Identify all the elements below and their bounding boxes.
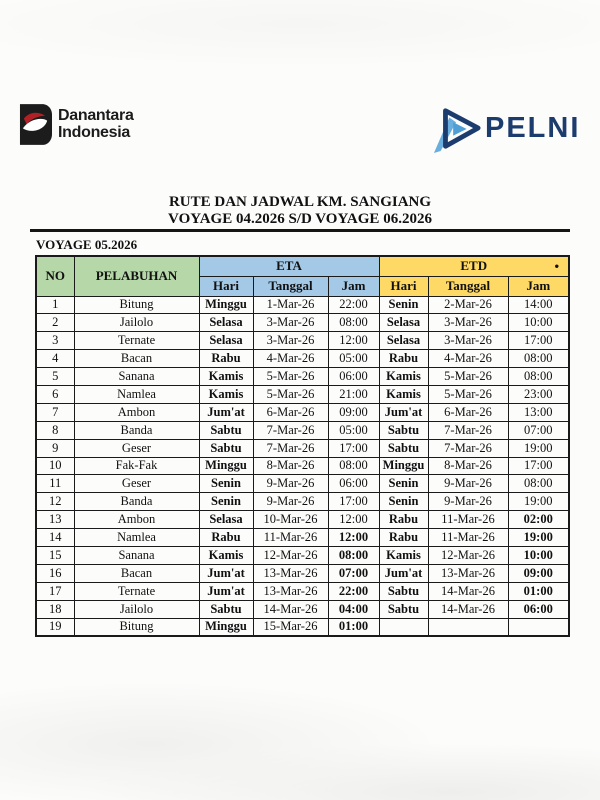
eta-jam: 12:00 <box>328 332 379 350</box>
eta-hari: Jum'at <box>199 403 253 421</box>
etd-tanggal: 13-Mar-26 <box>428 564 508 582</box>
port-name: Banda <box>74 493 199 511</box>
etd-hari: Minggu <box>379 457 428 475</box>
eta-hari: Kamis <box>199 368 253 386</box>
eta-tanggal: 9-Mar-26 <box>253 493 328 511</box>
row-number: 3 <box>36 332 74 350</box>
row-number: 15 <box>36 546 74 564</box>
eta-tanggal: 15-Mar-26 <box>253 618 328 636</box>
etd-jam: 10:00 <box>508 314 569 332</box>
etd-jam: 01:00 <box>508 582 569 600</box>
row-number: 18 <box>36 600 74 618</box>
eta-tanggal: 13-Mar-26 <box>253 582 328 600</box>
danantara-logo <box>19 104 134 145</box>
port-name: Jailolo <box>74 314 199 332</box>
col-header-eta-tanggal: Tanggal <box>253 276 328 296</box>
eta-tanggal: 6-Mar-26 <box>253 403 328 421</box>
row-number: 11 <box>36 475 74 493</box>
etd-tanggal: 9-Mar-26 <box>428 493 508 511</box>
etd-tanggal: 5-Mar-26 <box>428 385 508 403</box>
eta-jam: 01:00 <box>328 618 379 636</box>
table-row <box>36 582 569 600</box>
table-row <box>36 368 569 386</box>
col-header-etd-jam: Jam <box>508 276 569 296</box>
table-row <box>36 600 569 618</box>
col-header-etd-hari: Hari <box>379 276 428 296</box>
port-name: Fak-Fak <box>74 457 199 475</box>
etd-hari: Selasa <box>379 314 428 332</box>
etd-hari: Kamis <box>379 368 428 386</box>
col-header-no: NO <box>36 256 74 296</box>
eta-hari: Kamis <box>199 546 253 564</box>
port-name: Namlea <box>74 385 199 403</box>
etd-jam: 02:00 <box>508 511 569 529</box>
port-name: Geser <box>74 439 199 457</box>
table-row <box>36 314 569 332</box>
table-row <box>36 350 569 368</box>
etd-hari: Jum'at <box>379 564 428 582</box>
table-row <box>36 546 569 564</box>
etd-hari: Jum'at <box>379 403 428 421</box>
eta-hari: Senin <box>199 475 253 493</box>
bullet-icon: • <box>554 258 560 274</box>
eta-jam: 08:00 <box>328 314 379 332</box>
row-number: 13 <box>36 511 74 529</box>
etd-jam: 07:00 <box>508 421 569 439</box>
row-number: 14 <box>36 529 74 547</box>
etd-tanggal: 3-Mar-26 <box>428 332 508 350</box>
port-name: Sanana <box>74 368 199 386</box>
etd-hari: Sabtu <box>379 439 428 457</box>
table-row <box>36 457 569 475</box>
eta-tanggal: 3-Mar-26 <box>253 314 328 332</box>
eta-tanggal: 7-Mar-26 <box>253 439 328 457</box>
title-line1: RUTE DAN JADWAL KM. SANGIANG <box>168 194 432 210</box>
etd-tanggal: 14-Mar-26 <box>428 600 508 618</box>
danantara-logo-icon <box>19 104 52 145</box>
eta-tanggal: 14-Mar-26 <box>253 600 328 618</box>
eta-hari: Selasa <box>199 314 253 332</box>
port-name: Sanana <box>74 546 199 564</box>
col-header-etd <box>379 256 569 276</box>
eta-jam: 12:00 <box>328 529 379 547</box>
eta-jam: 09:00 <box>328 403 379 421</box>
table-row <box>36 439 569 457</box>
etd-jam: 08:00 <box>508 475 569 493</box>
eta-hari: Selasa <box>199 511 253 529</box>
row-number: 12 <box>36 493 74 511</box>
danantara-wordmark <box>58 108 134 141</box>
eta-jam: 12:00 <box>328 511 379 529</box>
table-row <box>36 618 569 636</box>
port-name: Bitung <box>74 618 199 636</box>
etd-tanggal: 4-Mar-26 <box>428 350 508 368</box>
schedule-table-body <box>36 296 569 636</box>
pelni-logo <box>433 102 580 154</box>
eta-hari: Selasa <box>199 332 253 350</box>
etd-jam: 23:00 <box>508 385 569 403</box>
etd-hari: Senin <box>379 296 428 314</box>
danantara-line2: Indonesia <box>58 123 130 141</box>
pelni-wordmark: PELNI <box>485 111 581 144</box>
etd-tanggal: 3-Mar-26 <box>428 314 508 332</box>
etd-jam: 08:00 <box>508 368 569 386</box>
col-header-etd-tanggal: Tanggal <box>428 276 508 296</box>
etd-hari: Sabtu <box>379 582 428 600</box>
col-header-eta-jam: Jam <box>328 276 379 296</box>
etd-jam: 10:00 <box>508 546 569 564</box>
col-header-eta: ETA <box>199 256 379 276</box>
etd-hari: Sabtu <box>379 600 428 618</box>
etd-label: ETD <box>460 258 488 274</box>
port-name: Ternate <box>74 582 199 600</box>
etd-hari <box>379 618 428 636</box>
port-name: Banda <box>74 421 199 439</box>
port-name: Bacan <box>74 564 199 582</box>
horizontal-rule <box>30 229 570 232</box>
etd-tanggal: 6-Mar-26 <box>428 403 508 421</box>
etd-jam: 06:00 <box>508 600 569 618</box>
eta-jam: 22:00 <box>328 582 379 600</box>
eta-jam: 22:00 <box>328 296 379 314</box>
eta-hari: Jum'at <box>199 582 253 600</box>
table-row <box>36 421 569 439</box>
table-row <box>36 529 569 547</box>
eta-jam: 08:00 <box>328 457 379 475</box>
schedule-table <box>35 255 570 637</box>
eta-hari: Rabu <box>199 350 253 368</box>
eta-tanggal: 10-Mar-26 <box>253 511 328 529</box>
table-row <box>36 403 569 421</box>
etd-tanggal: 8-Mar-26 <box>428 457 508 475</box>
port-name: Ambon <box>74 403 199 421</box>
danantara-line1: Danantara <box>58 107 134 124</box>
row-number: 10 <box>36 457 74 475</box>
eta-jam: 21:00 <box>328 385 379 403</box>
eta-hari: Sabtu <box>199 439 253 457</box>
table-row <box>36 493 569 511</box>
etd-hari: Kamis <box>379 385 428 403</box>
etd-hari: Senin <box>379 493 428 511</box>
etd-hari: Selasa <box>379 332 428 350</box>
eta-tanggal: 8-Mar-26 <box>253 457 328 475</box>
etd-jam: 08:00 <box>508 350 569 368</box>
eta-hari: Rabu <box>199 529 253 547</box>
etd-hari: Senin <box>379 475 428 493</box>
port-name: Jailolo <box>74 600 199 618</box>
port-name: Bitung <box>74 296 199 314</box>
etd-jam: 14:00 <box>508 296 569 314</box>
eta-tanggal: 4-Mar-26 <box>253 350 328 368</box>
etd-hari: Sabtu <box>379 421 428 439</box>
eta-tanggal: 1-Mar-26 <box>253 296 328 314</box>
eta-hari: Kamis <box>199 385 253 403</box>
eta-tanggal: 3-Mar-26 <box>253 332 328 350</box>
row-number: 16 <box>36 564 74 582</box>
etd-jam: 17:00 <box>508 457 569 475</box>
row-number: 6 <box>36 385 74 403</box>
etd-jam: 13:00 <box>508 403 569 421</box>
row-number: 7 <box>36 403 74 421</box>
voyage-label: VOYAGE 05.2026 <box>36 237 138 252</box>
etd-tanggal: 7-Mar-26 <box>428 439 508 457</box>
eta-jam: 06:00 <box>328 368 379 386</box>
eta-tanggal: 5-Mar-26 <box>253 385 328 403</box>
eta-hari: Senin <box>199 493 253 511</box>
eta-tanggal: 5-Mar-26 <box>253 368 328 386</box>
eta-hari: Sabtu <box>199 421 253 439</box>
etd-tanggal <box>428 618 508 636</box>
row-number: 17 <box>36 582 74 600</box>
title-line2: VOYAGE 04.2026 S/D VOYAGE 06.2026 <box>168 211 432 227</box>
eta-tanggal: 7-Mar-26 <box>253 421 328 439</box>
eta-hari: Sabtu <box>199 600 253 618</box>
eta-tanggal: 12-Mar-26 <box>253 546 328 564</box>
etd-tanggal: 12-Mar-26 <box>428 546 508 564</box>
etd-hari: Rabu <box>379 529 428 547</box>
row-number: 8 <box>36 421 74 439</box>
eta-tanggal: 11-Mar-26 <box>253 529 328 547</box>
col-header-eta-hari: Hari <box>199 276 253 296</box>
row-number: 5 <box>36 368 74 386</box>
table-row <box>36 475 569 493</box>
etd-tanggal: 9-Mar-26 <box>428 475 508 493</box>
eta-tanggal: 9-Mar-26 <box>253 475 328 493</box>
etd-jam: 09:00 <box>508 564 569 582</box>
eta-hari: Minggu <box>199 457 253 475</box>
etd-jam: 19:00 <box>508 493 569 511</box>
table-row <box>36 511 569 529</box>
eta-jam: 04:00 <box>328 600 379 618</box>
port-name: Ambon <box>74 511 199 529</box>
eta-jam: 08:00 <box>328 546 379 564</box>
port-name: Namlea <box>74 529 199 547</box>
etd-tanggal: 5-Mar-26 <box>428 368 508 386</box>
etd-jam: 19:00 <box>508 529 569 547</box>
etd-tanggal: 2-Mar-26 <box>428 296 508 314</box>
row-number: 1 <box>36 296 74 314</box>
etd-jam: 19:00 <box>508 439 569 457</box>
etd-jam: 17:00 <box>508 332 569 350</box>
etd-tanggal: 14-Mar-26 <box>428 582 508 600</box>
row-number: 4 <box>36 350 74 368</box>
etd-tanggal: 11-Mar-26 <box>428 529 508 547</box>
document-title <box>0 194 600 228</box>
etd-tanggal: 11-Mar-26 <box>428 511 508 529</box>
row-number: 19 <box>36 618 74 636</box>
table-row <box>36 296 569 314</box>
eta-jam: 05:00 <box>328 421 379 439</box>
eta-jam: 07:00 <box>328 564 379 582</box>
row-number: 9 <box>36 439 74 457</box>
etd-tanggal: 7-Mar-26 <box>428 421 508 439</box>
table-row <box>36 332 569 350</box>
eta-jam: 17:00 <box>328 493 379 511</box>
eta-jam: 17:00 <box>328 439 379 457</box>
eta-tanggal: 13-Mar-26 <box>253 564 328 582</box>
eta-hari: Jum'at <box>199 564 253 582</box>
port-name: Geser <box>74 475 199 493</box>
pelni-logo-icon <box>433 102 481 154</box>
etd-hari: Rabu <box>379 511 428 529</box>
eta-jam: 05:00 <box>328 350 379 368</box>
eta-hari: Minggu <box>199 618 253 636</box>
etd-hari: Kamis <box>379 546 428 564</box>
etd-jam <box>508 618 569 636</box>
table-row <box>36 564 569 582</box>
port-name: Bacan <box>74 350 199 368</box>
col-header-pelabuhan: PELABUHAN <box>74 256 199 296</box>
table-row <box>36 385 569 403</box>
etd-hari: Rabu <box>379 350 428 368</box>
eta-jam: 06:00 <box>328 475 379 493</box>
row-number: 2 <box>36 314 74 332</box>
eta-hari: Minggu <box>199 296 253 314</box>
port-name: Ternate <box>74 332 199 350</box>
